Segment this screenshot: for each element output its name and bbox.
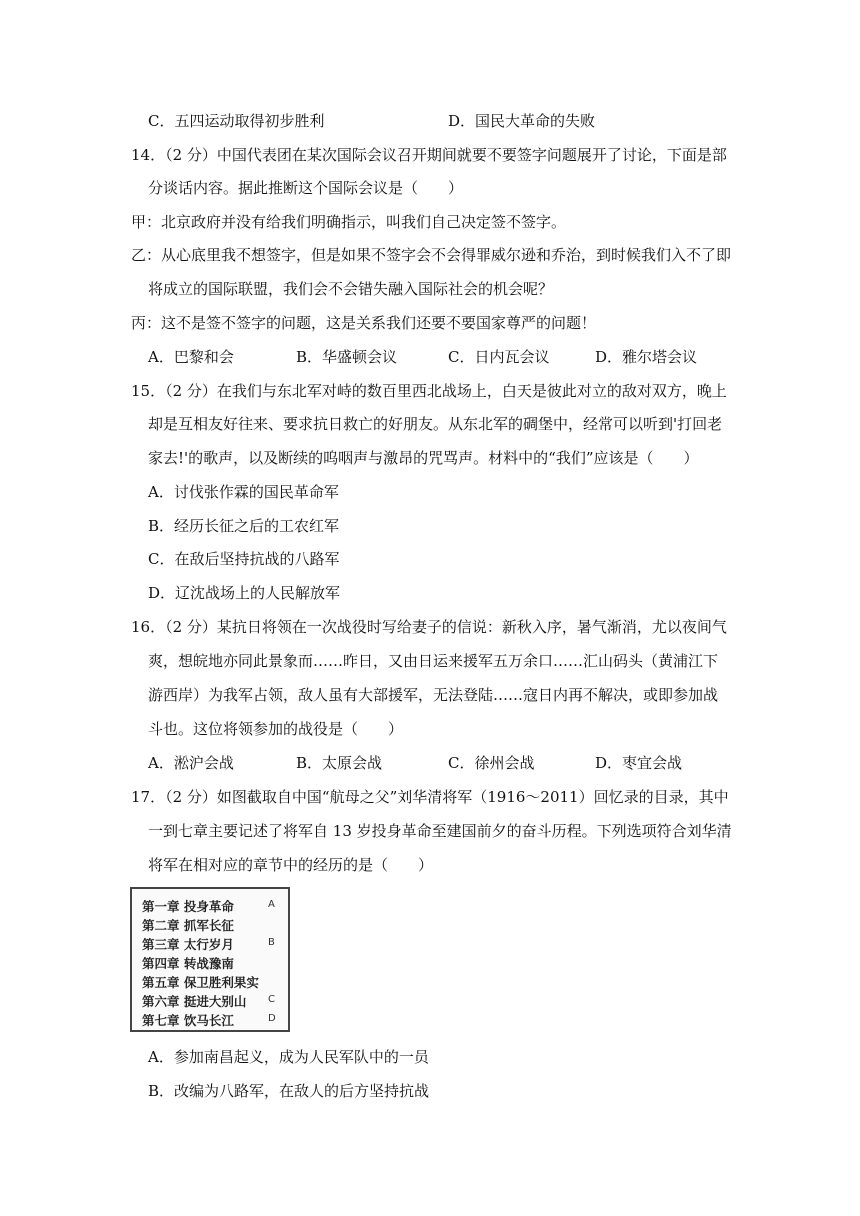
chapter-6: 第六章 挺进大别山 <box>142 994 247 1009</box>
q16-option-c: C．徐州会战 <box>448 754 535 772</box>
q17-option-a: A．参加南昌起义，成为人民军队中的一员 <box>148 1048 429 1066</box>
chapter-1-mark: A <box>268 899 275 910</box>
chapter-4: 第四章 转战豫南 <box>142 956 234 971</box>
q17-stem-line2: 一到七章主要记述了将军自 13 岁投身革命至建国前夕的奋斗历程。下列选项符合刘华清 <box>148 822 732 840</box>
q15-option-d: D．辽沈战场上的人民解放军 <box>148 584 341 602</box>
memoir-contents-image <box>130 887 290 1032</box>
chapter-7: 第七章 饮马长江 <box>142 1013 234 1028</box>
chapter-7-mark: D <box>268 1013 276 1024</box>
q14-option-a: A．巴黎和会 <box>148 348 234 366</box>
q13-option-d: D．国民大革命的失败 <box>448 112 596 130</box>
chapter-1: 第一章 投身革命 <box>142 899 234 914</box>
q16-option-d: D．枣宜会战 <box>595 754 683 772</box>
q14-quote-yi-line2: 将成立的国际联盟，我们会不会错失融入国际社会的机会呢？ <box>148 280 554 298</box>
q17-stem-line3: 将军在相对应的章节中的经历的是（ ） <box>148 856 434 874</box>
q17-option-b: B．改编为八路军，在敌人的后方坚持抗战 <box>148 1082 430 1100</box>
q14-quote-yi-line1: 乙：从心底里我不想签字，但是如果不签字会不会得罪威尔逊和乔治，到时候我们入不了即 <box>131 246 732 264</box>
q16-option-a: A．淞沪会战 <box>148 754 234 772</box>
q16-stem-line4: 斗也。这位将领参加的战役是（ ） <box>148 720 404 738</box>
q16-stem-line1: 16．（2 分）某抗日将领在一次战役时写给妻子的信说：新秋入序，暑气渐消，尤以夜间气 <box>131 618 727 636</box>
q15-option-c: C．在敌后坚持抗战的八路军 <box>148 550 340 568</box>
q15-stem-line3: 家去!'的歌声，以及断续的呜咽声与激昂的咒骂声。材料中的“我们”应该是（ ） <box>148 449 699 467</box>
chapter-5: 第五章 保卫胜利果实 <box>142 975 259 990</box>
q15-stem-line2: 却是互相友好往来、要求抗日救亡的好朋友。从东北军的碉堡中，经常可以听到'打回老 <box>148 415 723 433</box>
q13-option-c: C．五四运动取得初步胜利 <box>148 112 325 130</box>
q14-quote-jia: 甲：北京政府并没有给我们明确指示，叫我们自己决定签不签字。 <box>131 213 567 231</box>
q15-option-a: A．讨伐张作霖的国民革命军 <box>148 483 339 501</box>
q14-option-c: C．日内瓦会议 <box>448 348 550 366</box>
chapter-2: 第二章 抓军长征 <box>142 918 234 933</box>
chapter-6-mark: C <box>268 994 275 1005</box>
chapter-3-mark: B <box>268 937 275 948</box>
q14-stem-line1: 14．（2 分）中国代表团在某次国际会议召开期间就要不要签字问题展开了讨论，下面是部 <box>131 146 727 164</box>
chapter-3: 第三章 太行岁月 <box>142 937 234 952</box>
q16-stem-line3: 游西岸）为我军占领，敌人虽有大部援军，无法登陆……寇日内再不解决，或即参加战 <box>148 686 719 704</box>
q14-option-b: B．华盛顿会议 <box>296 348 398 366</box>
q14-option-d: D．雅尔塔会议 <box>595 348 698 366</box>
q15-stem-line1: 15．（2 分）在我们与东北军对峙的数百里西北战场上，白天是彼此对立的敌对双方，晚上 <box>131 382 727 400</box>
q16-option-b: B．太原会战 <box>296 754 383 772</box>
q16-stem-line2: 爽，想皖地亦同此景象而……昨日，又由日运来援军五万余口……汇山码头（黄浦江下 <box>148 652 719 670</box>
q14-quote-bing: 丙：这不是签不签字的问题，这是关系我们还要不要国家尊严的问题！ <box>131 314 597 332</box>
q14-stem-line2: 分谈话内容。据此推断这个国际会议是（ ） <box>148 179 464 197</box>
q15-option-b: B．经历长征之后的工农红军 <box>148 517 340 535</box>
q17-stem-line1: 17．（2 分）如图截取自中国“航母之父”刘华清将军（1916～2011）回忆录的目录，其中 <box>131 788 729 806</box>
